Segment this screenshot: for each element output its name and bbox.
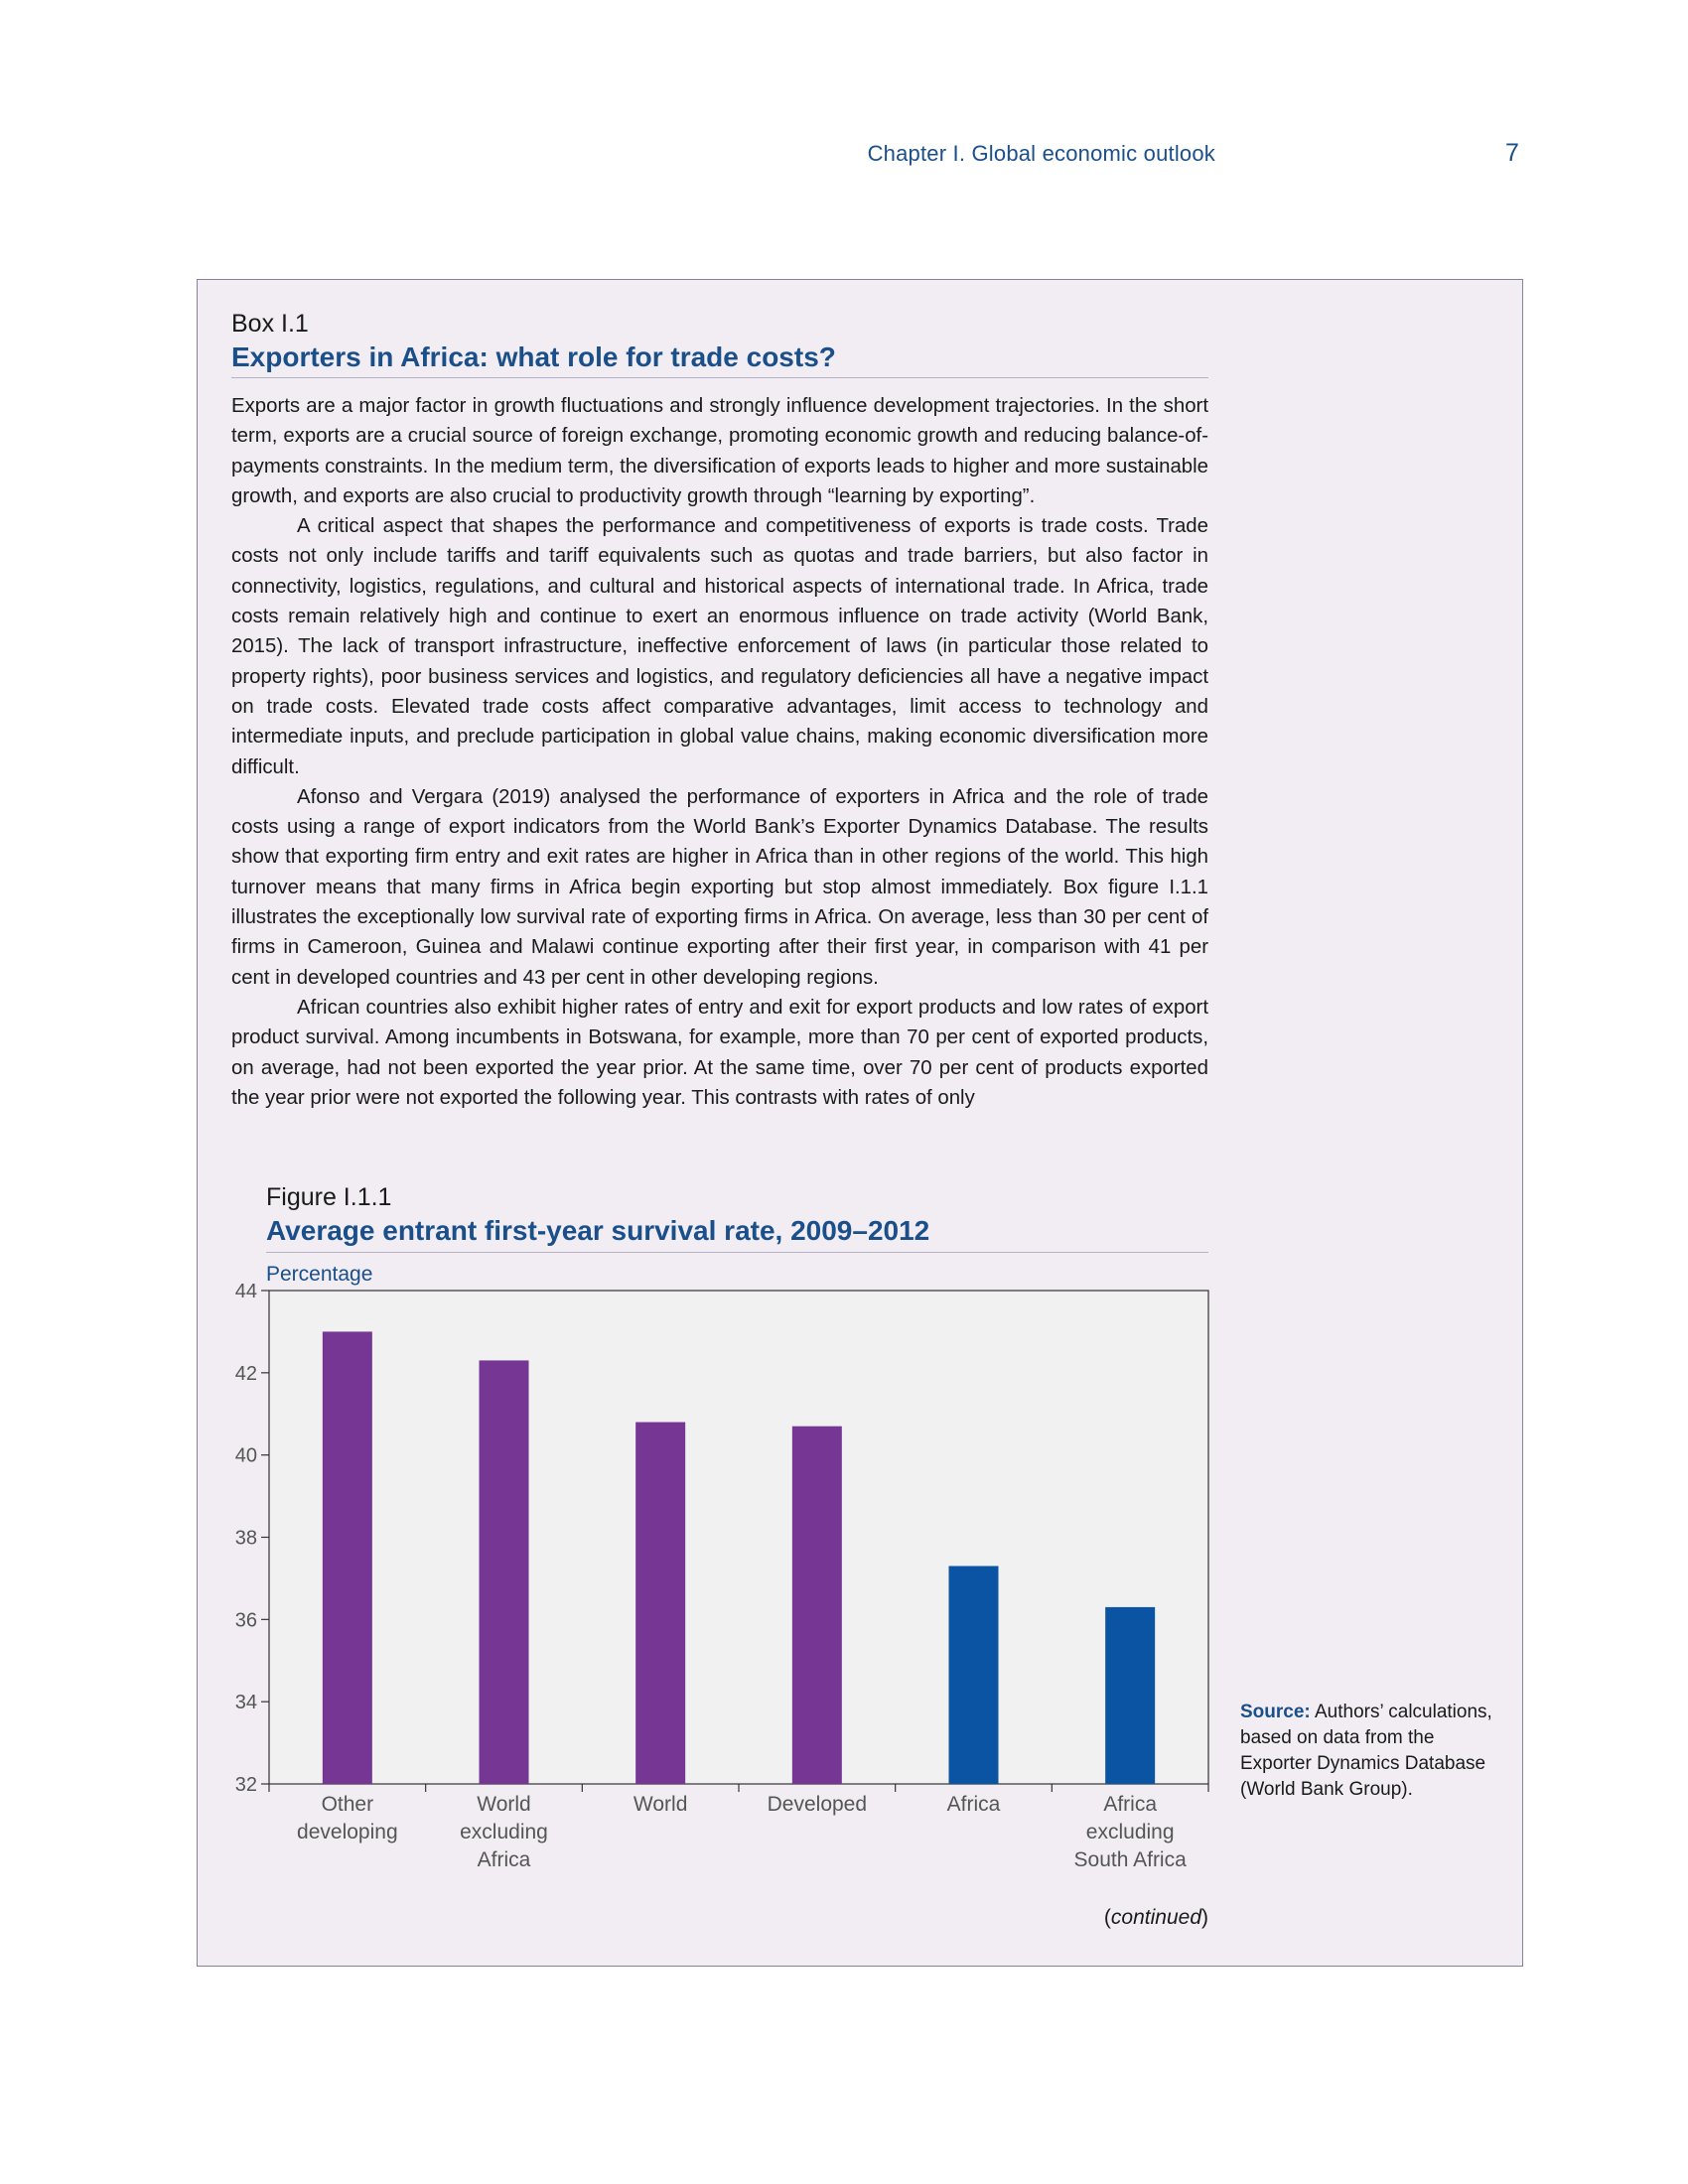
paragraph: Exports are a major factor in growth fluctuations and strongly influence development trajectories. In the short term, exports are a crucial source of foreign exchange, promoting economic growth and reducing balance-of-payments constraints. In the medium term, the diversification of exports leads to higher and more sustainable growth, and exports are also crucial to productivity growth through “learning by exporting”. [231, 395, 1208, 507]
y-axis-label: Percentage [266, 1263, 373, 1286]
box-body [231, 391, 1208, 1113]
y-tick-label: 40 [234, 1444, 257, 1467]
x-category-label-line: South Africa [1073, 1848, 1187, 1871]
x-category-label-line: excluding [1085, 1821, 1175, 1843]
x-category-label-line: Africa [1103, 1793, 1158, 1816]
bar-5 [1105, 1607, 1155, 1784]
y-tick-label: 32 [234, 1774, 257, 1796]
y-tick-label: 44 [234, 1281, 257, 1302]
x-category-label-line: Africa [946, 1793, 1001, 1816]
x-category-label-line: excluding [460, 1821, 548, 1843]
running-title: Chapter I. Global economic outlook [867, 141, 1215, 166]
source-note [1240, 1700, 1508, 1803]
paragraph: African countries also exhibit higher rates of entry and exit for export products and low rates of export product survival. Among incumbents in Botswana, for example, more than 70 per cent of exported products, on average, had not been exported the year prior. At the same time, over 70 per cent of products exported the year prior were not exported the following year. This contrasts with rates of only [231, 996, 1208, 1109]
x-category-label-line: World [477, 1793, 531, 1816]
box-label: Box I.1 [231, 310, 309, 338]
x-category-label [947, 1793, 1001, 1816]
x-category-label [1074, 1793, 1188, 1871]
x-category-label [297, 1793, 398, 1843]
bar-0 [323, 1331, 372, 1784]
page-number: 7 [1505, 139, 1519, 167]
title-divider [231, 377, 1208, 378]
box-title: Exporters in Africa: what role for trade costs? [231, 341, 836, 372]
x-category-label [633, 1793, 687, 1816]
figure-title-divider [266, 1252, 1208, 1253]
survival-rate-bar-chart [198, 1263, 1524, 1898]
x-category-label [460, 1793, 548, 1871]
figure-title: Average entrant first-year survival rate, 2009–2012 [266, 1215, 930, 1246]
x-category-label-line: World [633, 1793, 688, 1816]
bar-4 [949, 1566, 999, 1784]
y-tick-label: 36 [234, 1609, 257, 1632]
y-tick-label: 34 [234, 1692, 257, 1714]
x-category-label-line: Africa [477, 1848, 531, 1871]
running-head [0, 141, 1688, 171]
continued-text: continued [1110, 1906, 1201, 1929]
x-category-label-line: Developed [767, 1793, 868, 1816]
paragraph: Afonso and Vergara (2019) analysed the performance of exporters in Africa and the role of trade costs using a range of export indicators from the World Bank’s Exporter Dynamics Database. The results show that exporting firm entry and exit rates are higher in Africa than in other regions of the world. This high turnover means that many firms in Africa begin exporting but stop almost immediately. Box figure I.1.1 illustrates the exceptionally low survival rate of exporting firms in Africa. On average, less than 30 per cent of firms in Cameroon, Guinea and Malawi continue exporting after their first year, in comparison with 41 per cent in developed countries and 43 per cent in other developing regions. [231, 785, 1208, 989]
x-category-label-line: developing [297, 1821, 398, 1843]
bar-2 [635, 1423, 685, 1784]
continued-note: (continued) [1103, 1906, 1208, 1929]
box-panel [197, 279, 1523, 1967]
x-category-label-line: Other [321, 1793, 374, 1816]
figure-label: Figure I.1.1 [266, 1183, 392, 1211]
y-tick-label: 38 [234, 1527, 257, 1550]
plot-area [269, 1291, 1208, 1784]
y-tick-label: 42 [234, 1362, 257, 1385]
x-category-label [768, 1793, 867, 1816]
bar-3 [792, 1427, 842, 1784]
bar-1 [480, 1360, 529, 1784]
source-text: Authors’ calculations, based on data from the Exporter Dynamics Database (World Bank Group). [1240, 1702, 1492, 1800]
paragraph: A critical aspect that shapes the performance and competitiveness of exports is trade costs. Trade costs not only include tariffs and tariff equivalents such as quotas and trade barriers, but also factor in connectivity, logistics, regulations, and cultural and historical aspects of international trade. In Africa, trade costs remain relatively high and continue to exert an enormous influence on trade activity (World Bank, 2015). The lack of transport infrastructure, ineffective enforcement of laws (in particular those related to property rights), poor business services and logistics, and regulatory deficiencies all have a negative impact on trade costs. Elevated trade costs affect comparative advantages, limit access to technology and intermediate inputs, and preclude participation in global value chains, making economic diversification more difficult. [231, 515, 1208, 778]
source-label: Source: [1240, 1702, 1311, 1722]
